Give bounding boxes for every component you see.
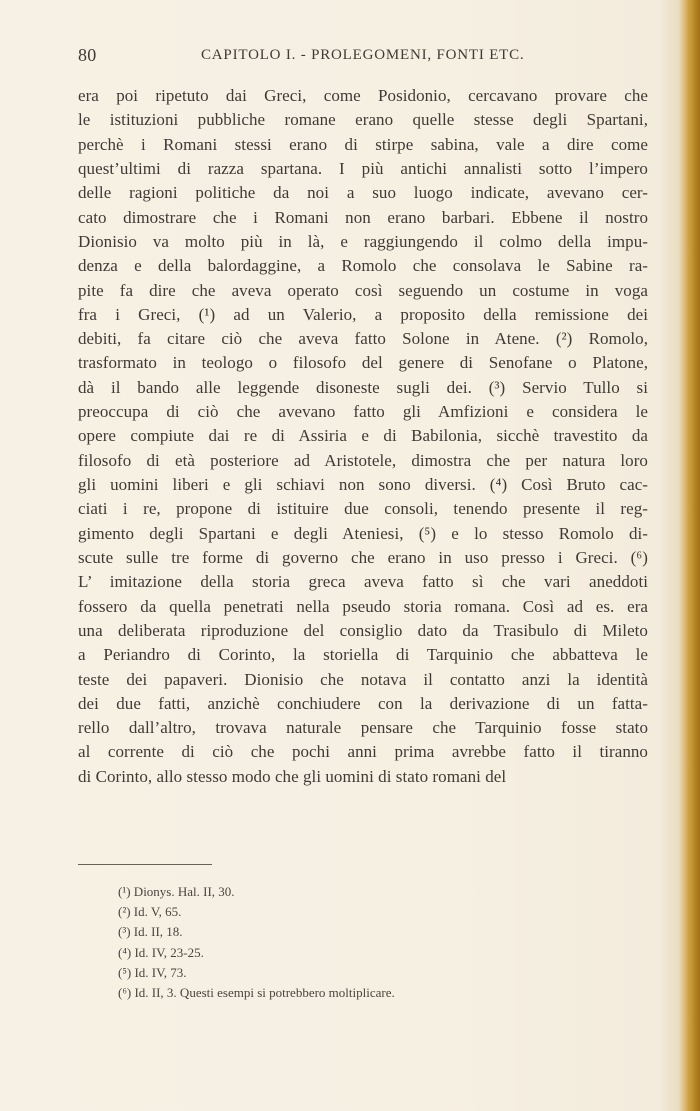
text-line: rello dall’altro, trovava naturale pensare che Tarquinio fosse stato: [78, 718, 648, 738]
main-text: [78, 84, 648, 789]
footnote: (⁶) Id. II, 3. Questi esempi si potrebbero moltiplicare.: [118, 984, 395, 1000]
running-head: CAPITOLO I. - PROLEGOMENI, FONTI ETC.: [201, 47, 525, 63]
text-line: perchè i Romani stessi erano di stirpe sabina, vale a dire come: [78, 134, 648, 154]
text-line: dei due fatti, anzichè conchiudere con la derivazione di un fatta-: [78, 693, 648, 713]
text-line: debiti, fa citare ciò che aveva fatto Solone in Atene. (²) Romolo,: [78, 329, 648, 349]
footnote: (⁵) Id. IV, 73.: [118, 964, 187, 980]
text-line: dà il bando alle leggende disoneste sugli dei. (³) Servio Tullo si: [78, 377, 648, 397]
text-line: al corrente di ciò che pochi anni prima avrebbe fatto il tiranno: [78, 742, 648, 762]
footnote: (¹) Dionys. Hal. II, 30.: [118, 884, 235, 899]
text-line: delle ragioni politiche da noi a suo luogo indicate, avevano cer-: [78, 183, 648, 203]
footnote: (²) Id. V, 65.: [118, 904, 182, 920]
text-line: cato dimostrare che i Romani non erano barbari. Ebbene il nostro: [78, 207, 648, 227]
text-line: gli uomini liberi e gli schiavi non sono diversi. (⁴) Così Bruto cac-: [78, 475, 648, 494]
footnote-separator: [78, 864, 212, 865]
text-line: scute sulle tre forme di governo che erano in uso presso i Greci. (⁶): [78, 547, 648, 567]
text-line: quest’ultimi di razza spartana. I più antichi annalisti sotto l’impero: [78, 158, 648, 178]
page-number: 80: [78, 45, 97, 65]
text-line: le istituzioni pubbliche romane erano quelle stesse degli Spartani,: [78, 110, 648, 130]
text-line: una deliberata riproduzione del consiglio dato da Trasibulo di Mileto: [78, 620, 648, 640]
text-line: fra i Greci, (¹) ad un Valerio, a proposito della remissione dei: [78, 304, 648, 324]
footnotes: [118, 882, 618, 1003]
text-line: preoccupa di ciò che avevano fatto gli Amfizioni e considera le: [78, 402, 648, 422]
text-line: di Corinto, allo stesso modo che gli uomini di stato romani del: [78, 766, 507, 786]
text-line: trasformato in teologo o filosofo del genere di Senofane o Platone,: [78, 353, 648, 373]
text-line: filosofo di età posteriore ad Aristotele, dimostra che per natura loro: [78, 450, 648, 470]
text-line: a Periandro di Corinto, la storiella di Tarquinio che abbatteva le: [78, 645, 648, 665]
text-line: pite fa dire che aveva operato così seguendo un costume in voga: [78, 280, 648, 300]
text-line: teste dei papaveri. Dionisio che notava il contatto anzi la identità: [78, 669, 648, 689]
footnote: (⁴) Id. IV, 23-25.: [118, 944, 204, 960]
text-line: ciati i re, propone di istituire due consoli, tenendo presente il reg-: [78, 499, 648, 519]
text-line: denza e della balordaggine, a Romolo che consolava le Sabine ra-: [78, 256, 648, 276]
text-line: fossero da quella penetrati nella pseudo storia romana. Così ad es. era: [78, 596, 648, 616]
text-line: gimento degli Spartani e degli Ateniesi, (⁵) e lo stesso Romolo di-: [78, 523, 648, 543]
text-line: L’ imitazione della storia greca aveva fatto sì che vari aneddoti: [78, 572, 648, 592]
page-header: [78, 45, 648, 69]
text-line: opere compiute dai re di Assiria e di Babilonia, sicchè travestito da: [78, 426, 648, 446]
text-line: Dionisio va molto più in là, e raggiungendo il colmo della impu-: [78, 231, 648, 251]
page-edge-shadow: [686, 0, 700, 1111]
footnote: (³) Id. II, 18.: [118, 924, 183, 940]
text-line: era poi ripetuto dai Greci, come Posidonio, cercavano provare che: [78, 86, 648, 105]
